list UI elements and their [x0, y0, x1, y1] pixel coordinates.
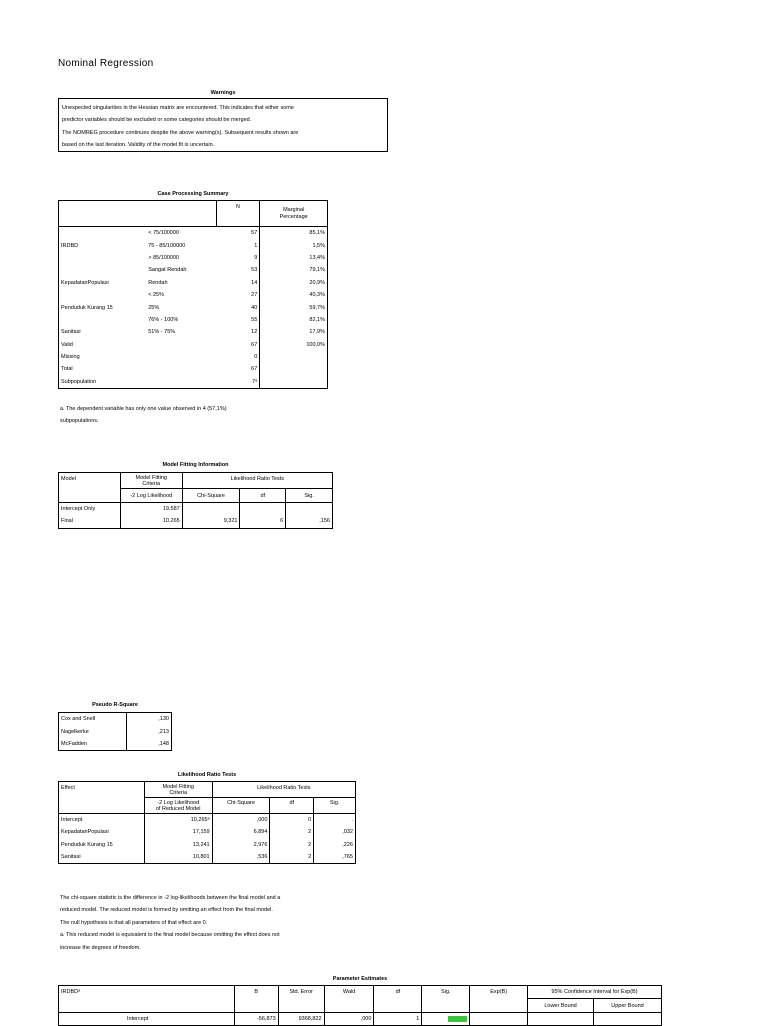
note-line: The chi-square statistic is the difference in -2 log-likelihoods between the final model and a [60, 895, 281, 901]
table-row [59, 363, 328, 375]
header-df: df [374, 986, 422, 1013]
table-row [59, 502, 333, 515]
row-pct [260, 351, 328, 363]
row-label: Cox and Snell [59, 713, 127, 726]
row-sig [286, 502, 333, 515]
row-group: Sanitasi [61, 329, 81, 336]
table-row [59, 227, 328, 240]
row-category: Sangat Rendah [148, 267, 187, 274]
table-row [59, 339, 328, 351]
row-category [146, 376, 216, 389]
note-line: a. This reduced model is equivalent to the final model because omitting the effect does not [60, 932, 280, 939]
row-label: Intercept [59, 1012, 235, 1025]
row-category: < 25% [148, 292, 164, 299]
warning-line: The NOMREG procedure continues despite the above warning(s). Subsequent results shown are [62, 129, 299, 136]
row-n: 55 [216, 314, 260, 326]
header-lrt: Likelihood Ratio Tests [257, 785, 311, 791]
row-se: 9368,822 [278, 1012, 324, 1025]
header-upper-bound: Upper Bound [594, 999, 662, 1012]
table-row [59, 515, 333, 528]
table-row [59, 277, 328, 289]
header-criteria-line: Model Fitting [162, 783, 194, 790]
warning-line: predictor variables should be excluded or some categories should be merged. [62, 117, 252, 124]
page-heading: Nominal Regression [58, 58, 154, 69]
row-sig: . [351, 816, 353, 823]
param-est-table [58, 985, 662, 1026]
row-category [146, 363, 216, 375]
header-se: Std. Error [278, 986, 324, 1013]
row-n: 67 [216, 363, 260, 375]
row-effect: Penduduk Kurang 15 [59, 839, 145, 851]
row-pct [260, 363, 328, 375]
row-b: -56,873 [234, 1012, 278, 1025]
row-sig: ,156 [319, 518, 330, 525]
row-df: 2 [270, 851, 314, 864]
row-category: < 75/100000 [148, 230, 179, 237]
row-group [59, 264, 147, 276]
row-chi: ,536 [212, 851, 270, 864]
row-n: 27 [216, 289, 260, 301]
col-pct-header [260, 201, 328, 227]
table-row [59, 239, 328, 251]
table-row [59, 264, 328, 276]
row-n: 12 [216, 326, 260, 338]
header-df: df [270, 798, 314, 813]
table-row [59, 301, 328, 313]
pseudo-r2-title: Pseudo R-Square [92, 702, 138, 708]
row-group: Penduduk Kurang 15 [61, 304, 113, 311]
row-sig: ,032 [342, 829, 353, 836]
row-label: McFadden [59, 738, 127, 751]
table-row [59, 725, 172, 737]
row-chi: 9,321 [182, 515, 240, 528]
header-criteria-line: Model Fitting [135, 474, 167, 481]
lrt-notes [60, 892, 280, 954]
table-row [59, 289, 328, 301]
row-pct: 59,7% [309, 304, 325, 311]
row-n: 40 [216, 301, 260, 313]
col-n-header: N [216, 201, 260, 227]
row-df: 1 [374, 1012, 422, 1025]
row-n: 57 [216, 227, 260, 240]
footnote-line: a. The dependent variable has only one value observed in 4 (57,1%) [60, 406, 227, 412]
lrt-table [58, 781, 356, 864]
header-criteria-line: Criteria [142, 480, 161, 487]
row-group: IRDBD [61, 242, 79, 249]
row-category: 51% - 75% [148, 329, 176, 336]
row-category: 75 - 85/100000 [148, 242, 186, 249]
warning-line: Unexpected singularities in the Hessian matrix are encountered. This indicates that either some [62, 105, 294, 111]
header-ll: -2 Log Likelihood [120, 489, 182, 502]
row-category: 25% [148, 304, 160, 311]
row-pct: 17,9% [309, 329, 325, 336]
note-line: The null hypothesis is that all parameters of that effect are 0. [60, 919, 208, 926]
header-chi: Chi-Square [212, 798, 270, 813]
row-model: Intercept Only [59, 502, 121, 515]
row-category: Rendah [148, 279, 168, 286]
row-group [59, 227, 147, 240]
row-effect: KepadatanPopulasi [59, 826, 145, 838]
row-chi: 6,894 [212, 826, 270, 838]
row-n: 7ᵃ [216, 376, 260, 389]
row-group: Total [61, 366, 73, 373]
row-pct: 20,9% [309, 279, 325, 286]
row-n: 0 [216, 351, 260, 363]
note-line: increase the degrees of freedom. [60, 944, 141, 951]
row-sig: ,226 [342, 841, 353, 848]
row-n: 67 [216, 339, 260, 351]
row-ll: 17,159 [144, 826, 212, 838]
row-pct: 85,1% [309, 230, 325, 237]
header-effect: Effect [59, 782, 145, 814]
table-row [59, 351, 328, 363]
pseudo-r2-table [58, 712, 172, 751]
header-model: Model [59, 473, 121, 503]
header-exp: Exp(B) [470, 986, 528, 1013]
col-pct-header-line: Percentage [279, 213, 308, 220]
header-sig: Sig. [422, 986, 470, 1013]
sig-highlight: ,995 [448, 1016, 467, 1022]
header-lrt: Likelihood Ratio Tests [230, 476, 285, 482]
row-ll: 10,265 [120, 515, 182, 528]
row-chi: 2,976 [212, 839, 270, 851]
param-est-title: Parameter Estimates [332, 976, 388, 982]
case-processing-footnote [60, 403, 227, 428]
table-row [59, 252, 328, 264]
row-ll: 10,265ᵃ [144, 813, 212, 826]
row-group [59, 314, 147, 326]
row-group: Valid [61, 341, 73, 348]
row-group [59, 289, 147, 301]
table-row [59, 738, 172, 751]
footnote-line: subpopulations. [60, 418, 99, 425]
row-n: 53 [216, 264, 260, 276]
row-df [240, 502, 286, 515]
row-n: 1 [216, 239, 260, 251]
lrt-title: Likelihood Ratio Tests [177, 772, 237, 778]
row-pct: 100,0% [306, 341, 325, 348]
row-chi: ,000 [212, 813, 270, 826]
row-sig: ,765 [342, 854, 353, 861]
row-pct: 40,3% [309, 292, 325, 299]
header-dep: IRDBDᵃ [59, 986, 235, 1013]
header-ci: 95% Confidence Interval for Exp(B) [528, 986, 662, 999]
header-wald: Wald [324, 986, 374, 1013]
row-wald: ,000 [324, 1012, 374, 1025]
row-ll: 10,801 [144, 851, 212, 864]
header-chi: Chi-Square [182, 489, 240, 502]
table-row [59, 314, 328, 326]
row-model: Final [59, 515, 121, 528]
row-pct: 13,4% [309, 254, 325, 261]
row-df: 6 [240, 515, 286, 528]
row-group [59, 252, 147, 264]
row-pct: 1,5% [312, 242, 325, 249]
row-value: ,130 [158, 716, 169, 723]
row-value: ,148 [158, 740, 169, 747]
row-value: ,213 [158, 728, 169, 735]
row-category [146, 339, 216, 351]
header-ll-line: -2 Log Likelihood [157, 799, 200, 806]
header-ll [144, 798, 212, 813]
row-pct: 79,1% [309, 267, 325, 274]
case-processing-table [58, 200, 328, 389]
note-line: reduced model. The reduced model is formed by omitting an effect from the final model. [60, 907, 273, 914]
header-sig: Sig. [314, 798, 356, 813]
warning-line: based on the last iteration. Validity of the model fit is uncertain. [62, 142, 215, 149]
header-ll-line: of Reduced Model [155, 805, 201, 812]
case-processing-title: Case Processing Summary [157, 191, 229, 197]
row-ll: 19,587 [120, 502, 182, 515]
header-lower-bound: Lower Bound [528, 999, 594, 1012]
row-category [146, 351, 216, 363]
model-fitting-table [58, 472, 333, 529]
row-effect: Intercept [59, 813, 145, 826]
row-chi [182, 502, 240, 515]
header-b: B [234, 986, 278, 1013]
row-label: Nagelkerke [59, 725, 127, 737]
row-df: 0 [270, 813, 314, 826]
header-criteria [120, 473, 182, 489]
table-row [59, 813, 356, 826]
table-row [59, 839, 356, 851]
model-fitting-title: Model Fitting Information [162, 462, 229, 468]
warnings-box [58, 98, 388, 152]
header-sig: Sig. [286, 489, 333, 502]
row-pct [260, 376, 328, 389]
header-criteria [144, 782, 212, 798]
table-row [59, 826, 356, 838]
header-df: df [240, 489, 286, 502]
row-category: > 85/100000 [148, 254, 179, 261]
row-group: KepadatanPopulasi [61, 279, 109, 286]
row-n: 14 [216, 277, 260, 289]
row-n: 9 [216, 252, 260, 264]
row-category: 76% - 100% [148, 316, 179, 323]
row-df: 2 [270, 839, 314, 851]
warnings-title: Warnings [210, 90, 236, 96]
row-df: 2 [270, 826, 314, 838]
table-row [59, 713, 172, 726]
row-group: Subpopulation [61, 378, 97, 385]
row-group: Missing [61, 354, 80, 361]
row-pct: 82,1% [309, 316, 325, 323]
col-pct-header-line: Marginal [283, 207, 305, 214]
row-ll: 13,241 [144, 839, 212, 851]
header-criteria-line: Criteria [169, 789, 188, 796]
table-row [59, 326, 328, 338]
table-row [59, 376, 328, 389]
table-row [59, 851, 356, 864]
row-effect: Sanitasi [59, 851, 145, 864]
